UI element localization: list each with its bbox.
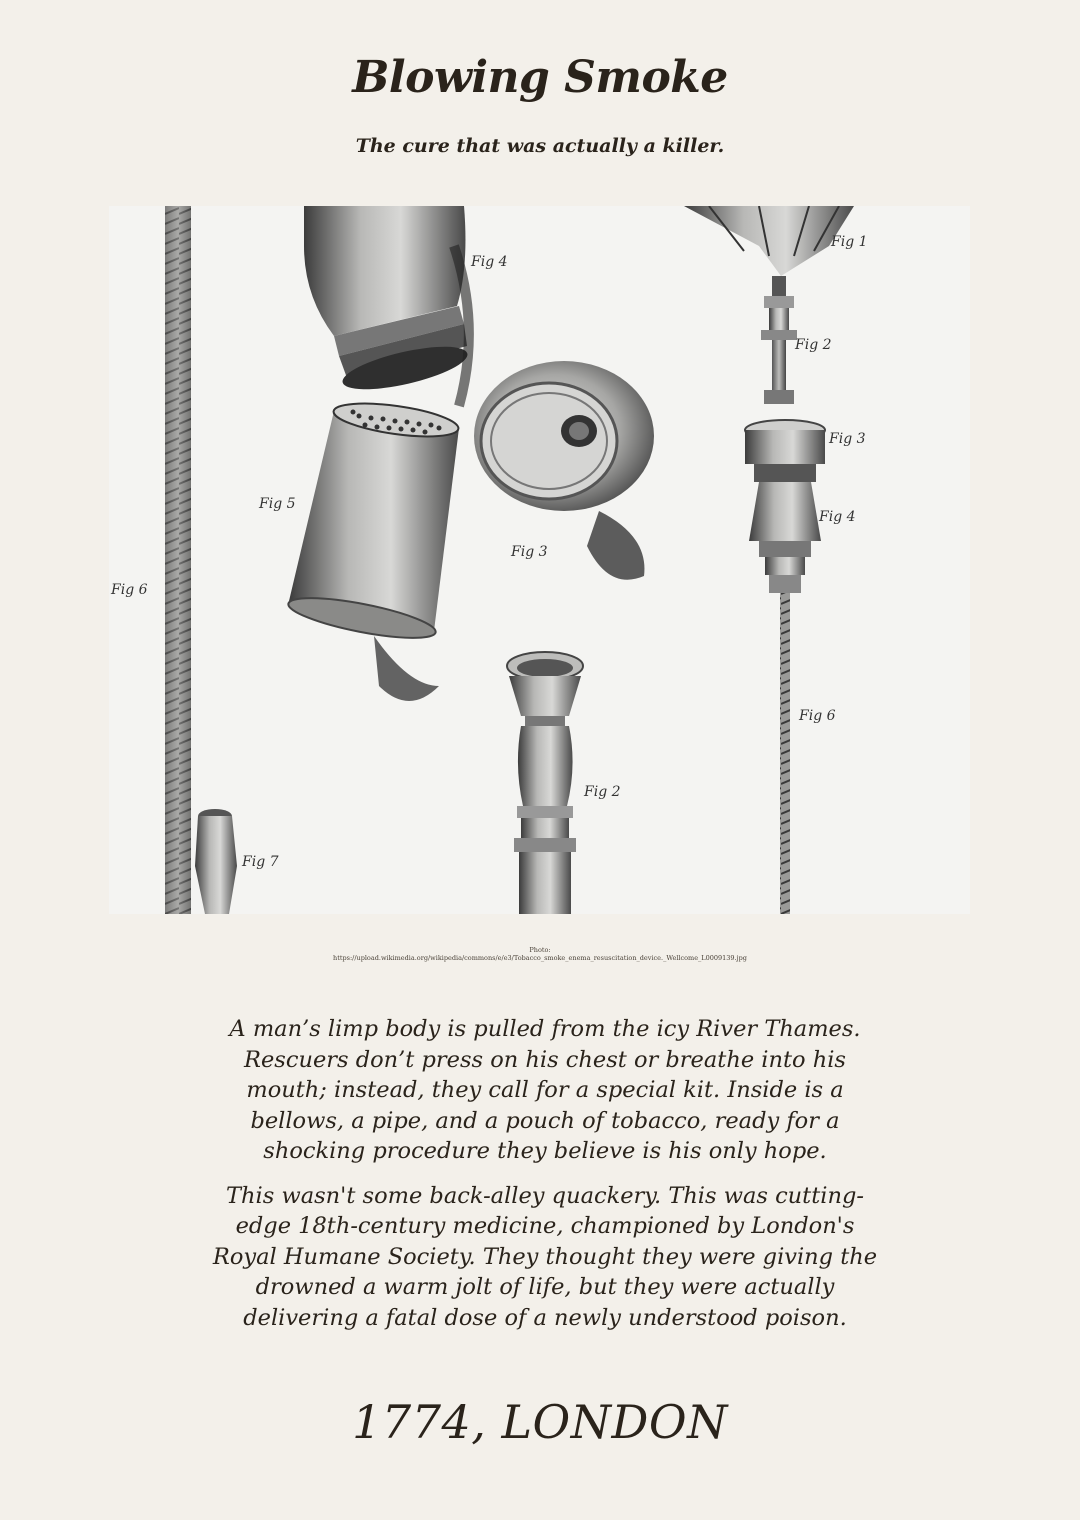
fig-label-6-right: Fig 6 xyxy=(799,708,836,724)
small-tube-fig7 xyxy=(195,809,237,914)
photo-credit-url: https://upload.wikimedia.org/wikipedia/commons/e/e3/Tobacco_smoke_enema_resuscitation_device._Wellcome_L0009139.jpg xyxy=(333,954,747,962)
fig-label-2-center: Fig 2 xyxy=(584,784,621,800)
fig-label-4-right: Fig 4 xyxy=(819,509,856,525)
assembled-device-right xyxy=(684,206,854,914)
fig-label-5: Fig 5 xyxy=(259,496,296,512)
page-title: Blowing Smoke xyxy=(352,52,728,103)
bellows-nozzle-fig4 xyxy=(304,206,471,406)
photo-credit xyxy=(240,946,840,962)
body-paragraph-1: A man’s limp body is pulled from the icy River Thames. Rescuers don’t press on his chest or breathe into his mouth; instead, they call for a special kit. Inside is a bellows, a pipe, and a pouch of tobacco, ready for a shocking procedure they believe is his only hope. xyxy=(229,1016,861,1164)
fig-label-1-right: Fig 1 xyxy=(831,234,868,250)
bowl-fig3 xyxy=(474,361,654,580)
perforated-cup-fig5 xyxy=(286,397,461,701)
body-text xyxy=(205,1014,885,1347)
fig-label-7: Fig 7 xyxy=(242,854,279,870)
tube-fig6-left xyxy=(165,206,191,914)
fig-label-6-left: Fig 6 xyxy=(111,582,148,598)
body-paragraph-2: This wasn't some back-alley quackery. This was cutting-edge 18th-century medicine, championed by London's Royal Humane Society. They thought they were giving the drowned a warm jolt of life, but they were actually delivering a fatal dose of a newly understood poison. xyxy=(212,1182,878,1331)
fig-label-3-center: Fig 3 xyxy=(511,544,548,560)
fig-label-3-right: Fig 3 xyxy=(829,431,866,447)
turned-fitting-fig2 xyxy=(507,652,583,914)
engraving-illustration xyxy=(109,206,970,914)
fig-label-2-right: Fig 2 xyxy=(795,337,832,353)
fig-label-4-top: Fig 4 xyxy=(471,254,508,270)
page-subtitle: The cure that was actually a killer. xyxy=(355,135,725,157)
footer-place-date: 1774, LONDON xyxy=(352,1395,728,1449)
photo-credit-label: Photo: xyxy=(529,946,551,954)
